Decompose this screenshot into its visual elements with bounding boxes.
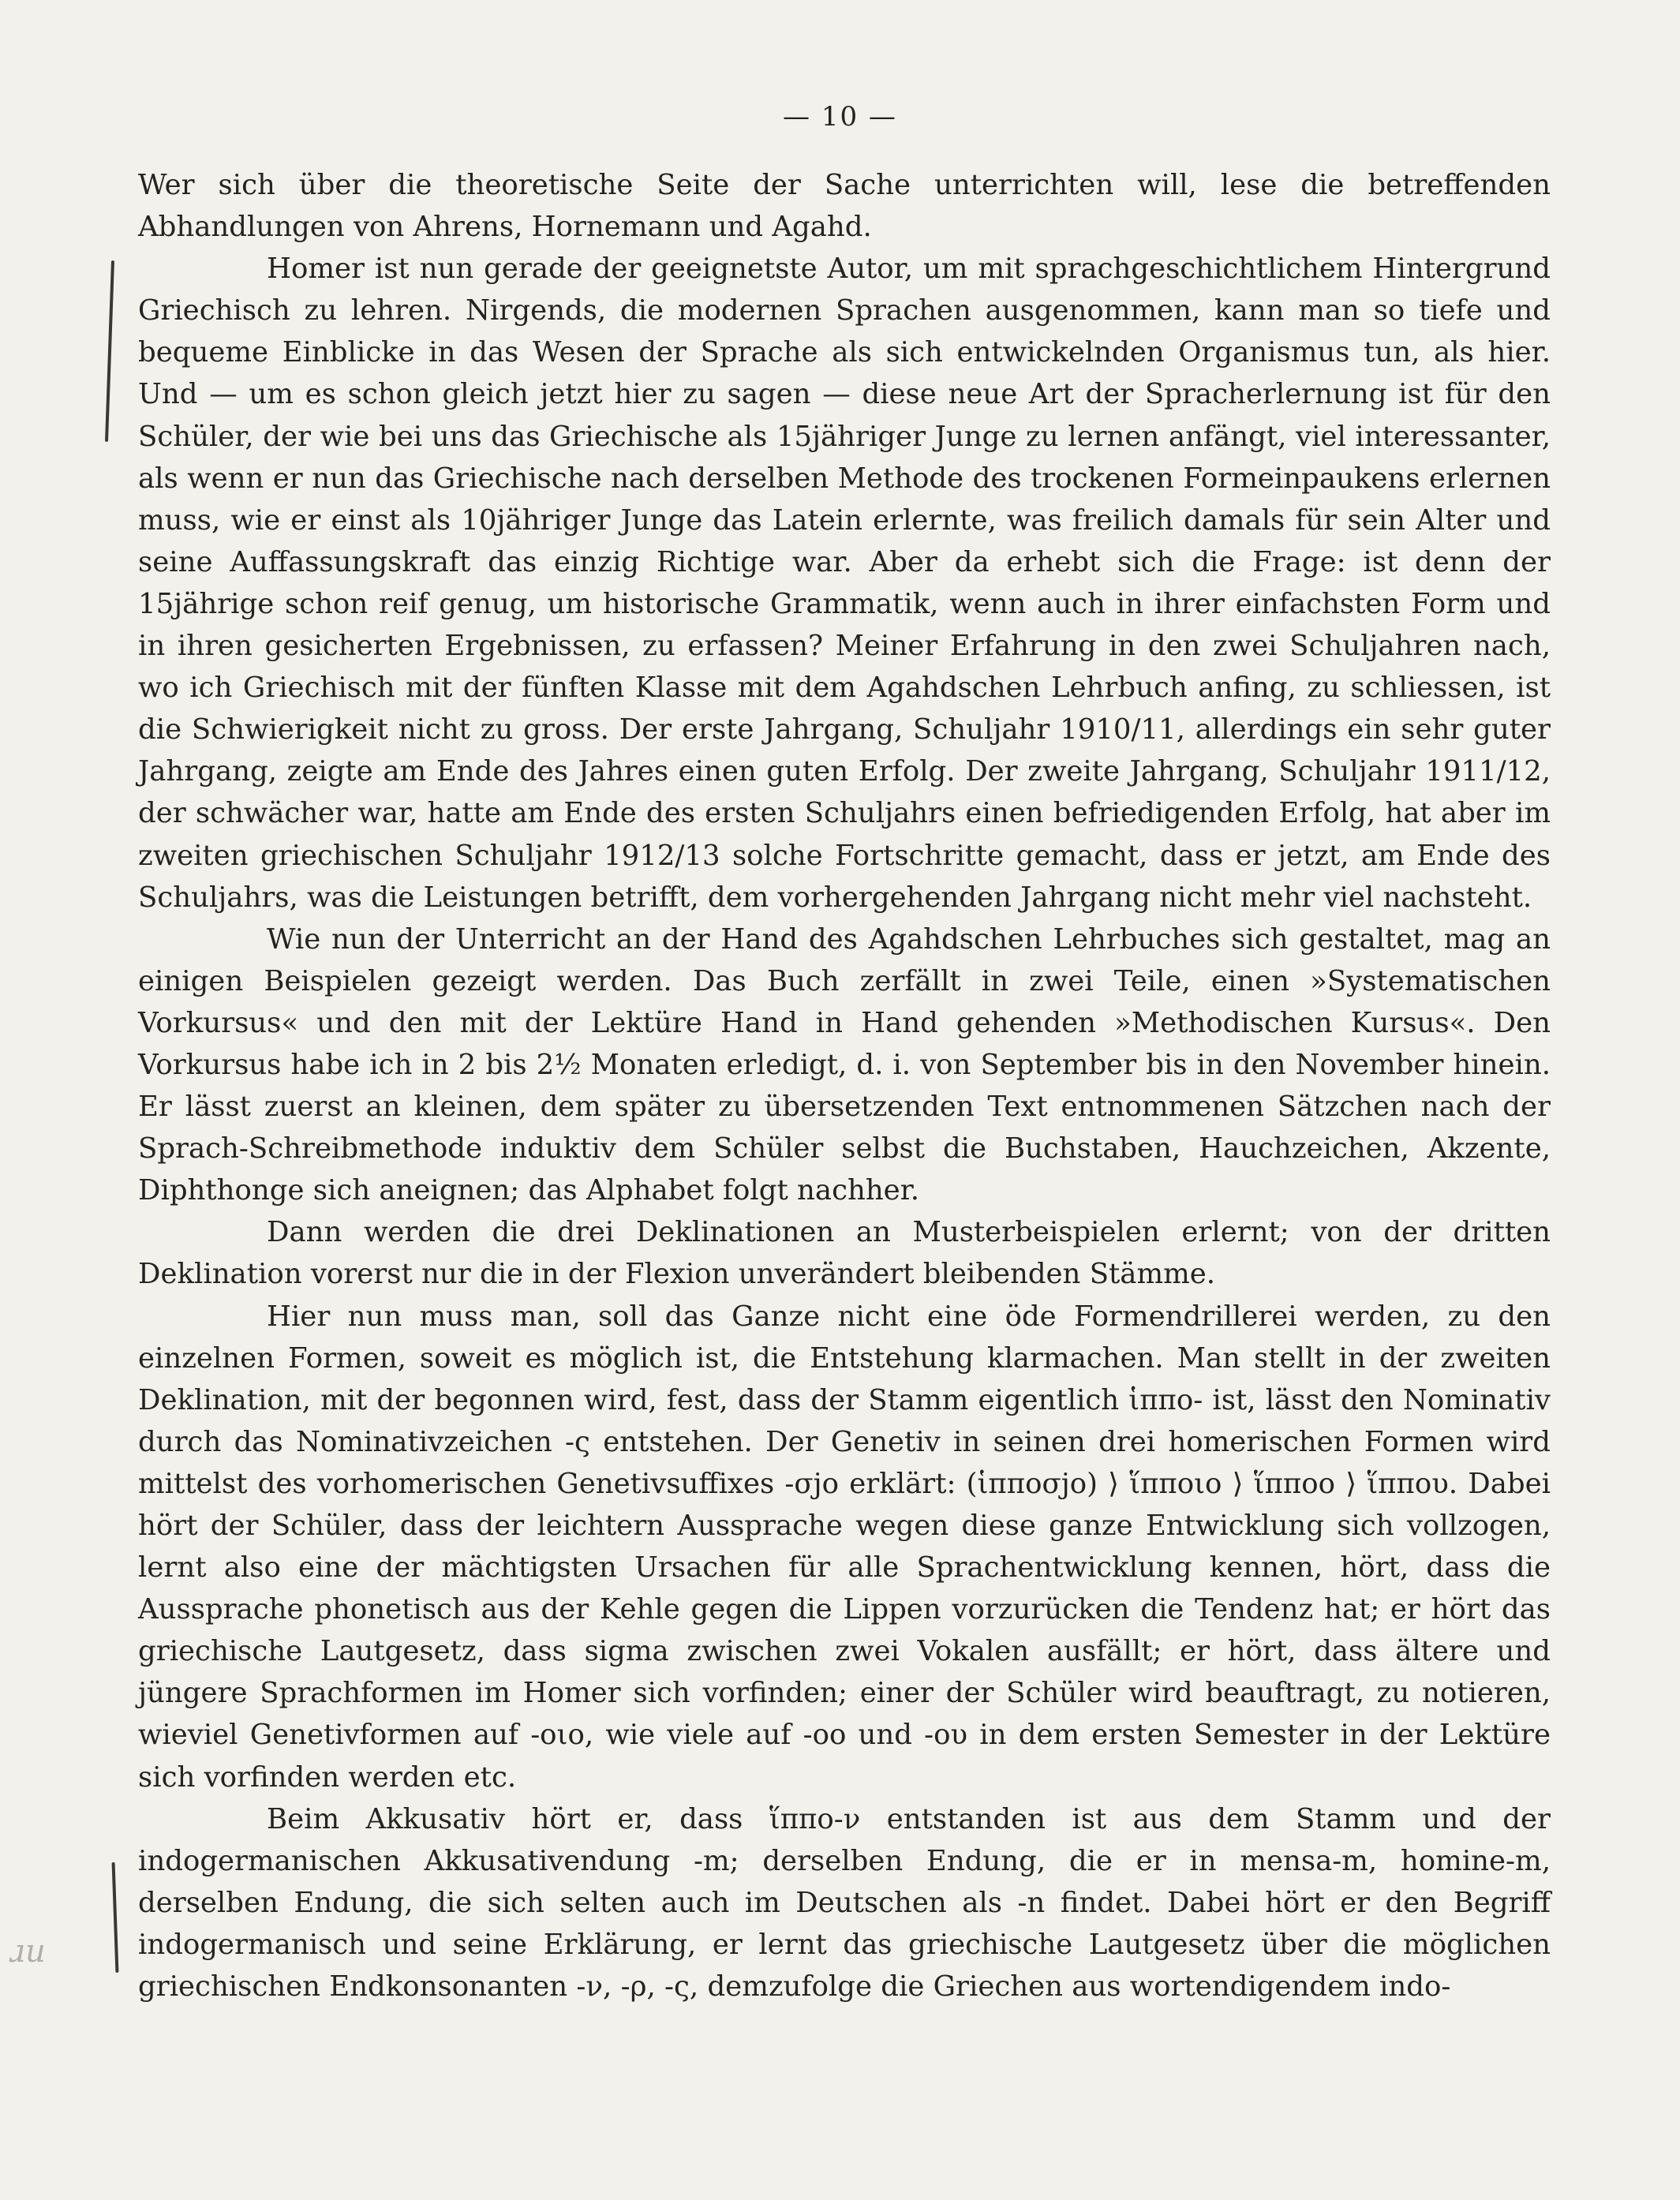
paragraph: Wer sich über die theoretische Seite der Sache unterrichten will, lese die betreffenden Abhandlungen von Ahrens, Hornemann und Agahd.: [138, 169, 1551, 244]
body-text: [138, 164, 1551, 2007]
paragraph: Wie nun der Unterricht an der Hand des Agahdschen Lehrbuches sich gestaltet, mag an einigen Beispielen gezeigt werden. Das Buch zerfällt in zwei Teile, einen »Systematischen Vorkursus« und den mit der Lektüre Hand in Hand gehenden »Methodischen Kursus«. Den Vorkursus habe ich in 2 bis 2½ Monaten erledigt, d. i. von September bis in den November hinein. Er lässt zuerst an kleinen, dem später zu übersetzenden Text entnommenen Sätzchen nach der Sprach-Schreibmethode induktiv dem Schüler selbst die Buchstaben, Hauchzeichen, Akzente, Diphthonge sich aneignen; das Alphabet folgt nachher.: [138, 922, 1551, 1207]
margin-pencil-note: ɹu: [9, 1933, 46, 1970]
margin-mark: [112, 1862, 119, 1973]
margin-mark: [105, 260, 114, 442]
page-number: — 10 —: [783, 101, 897, 133]
paragraph: Dann werden die drei Deklinationen an Musterbeispielen erlernt; von der dritten Deklination vorerst nur die in der Flexion unverändert bleibenden Stämme.: [138, 1216, 1551, 1291]
paragraph: Beim Akkusativ hört er, dass ἵππο-ν entstanden ist aus dem Stamm und der indogermanischen Akkusativendung -m; derselben Endung, die er in mensa-m, homine-m, derselben Endung, die sich selten auch im Deutschen als -n findet. Dabei hört er den Begriff indogermanisch und seine Erklärung, er lernt das griechische Lautgesetz über die möglichen griechischen Endkonsonanten -ν, -ρ, -ς, demzufolge die Griechen aus wortendigendem indo-: [138, 1802, 1551, 2004]
paragraph: Hier nun muss man, soll das Ganze nicht eine öde Formendrillerei werden, zu den einzelnen Formen, soweit es möglich ist, die Entstehung klarmachen. Man stellt in der zweiten Deklination, mit der begonnen wird, fest, dass der Stamm eigentlich ἱππο- ist, lässt den Nominativ durch das Nominativzeichen -ς entstehen. Der Genetiv in seinen drei homerischen Formen wird mittelst des vorhomerischen Genetivsuffixes -σjο erklärt: (ἱπποσjο) ⟩ ἵπποιο ⟩ ἵπποο ⟩ ἵππου. Dabei hört der Schüler, dass der leichtern Aussprache wegen diese ganze Entwicklung sich vollzogen, lernt also eine der mächtigsten Ursachen für alle Sprachentwicklung kennen, hört, dass die Aussprache phonetisch aus der Kehle gegen die Lippen vorzurücken die Tendenz hat; er hört das griechische Lautgesetz, dass sigma zwischen zwei Vokalen ausfällt; er hört, dass ältere und jüngere Sprachformen im Homer sich vorfinden; einer der Schüler wird beauftragt, zu notieren, wieviel Genetivformen auf -οιο, wie viele auf -οο und -ου in dem ersten Semester in der Lektüre sich vorfinden werden etc.: [138, 1300, 1551, 1794]
paragraph: Homer ist nun gerade der geeignetste Autor, um mit sprachgeschichtlichem Hintergrund Griechisch zu lehren. Nirgends, die modernen Sprachen ausgenommen, kann man so tiefe und bequeme Einblicke in das Wesen der Sprache als sich entwickelnden Organismus tun, als hier. Und — um es schon gleich jetzt hier zu sagen — diese neue Art der Spracherlernung ist für den Schüler, der wie bei uns das Griechische als 15jähriger Junge zu lernen anfängt, viel interessanter, als wenn er nun das Griechische nach derselben Methode des trockenen Formeinpaukens erlernen muss, wie er einst als 10jähriger Junge das Latein erlernte, was freilich damals für sein Alter und seine Auffassungskraft das einzig Richtige war. Aber da erhebt sich die Frage: ist denn der 15jährige schon reif genug, um historische Grammatik, wenn auch in ihrer einfachsten Form und in ihren gesicherten Ergebnissen, zu erfassen? Meiner Erfahrung in den zwei Schuljahren nach, wo ich Griechisch mit der fünften Klasse mit dem Agahdschen Lehrbuch anfing, zu schliessen, ist die Schwierigkeit nicht zu gross. Der erste Jahrgang, Schuljahr 1910/11, allerdings ein sehr guter Jahrgang, zeigte am Ende des Jahres einen guten Erfolg. Der zweite Jahrgang, Schuljahr 1911/12, der schwächer war, hatte am Ende des ersten Schuljahrs einen befriedigenden Erfolg, hat aber im zweiten griechischen Schuljahr 1912/13 solche Fortschritte gemacht, dass er jetzt, am Ende des Schuljahrs, was die Leistungen betrifft, dem vorhergehenden Jahrgang nicht mehr viel nachsteht.: [138, 253, 1551, 914]
